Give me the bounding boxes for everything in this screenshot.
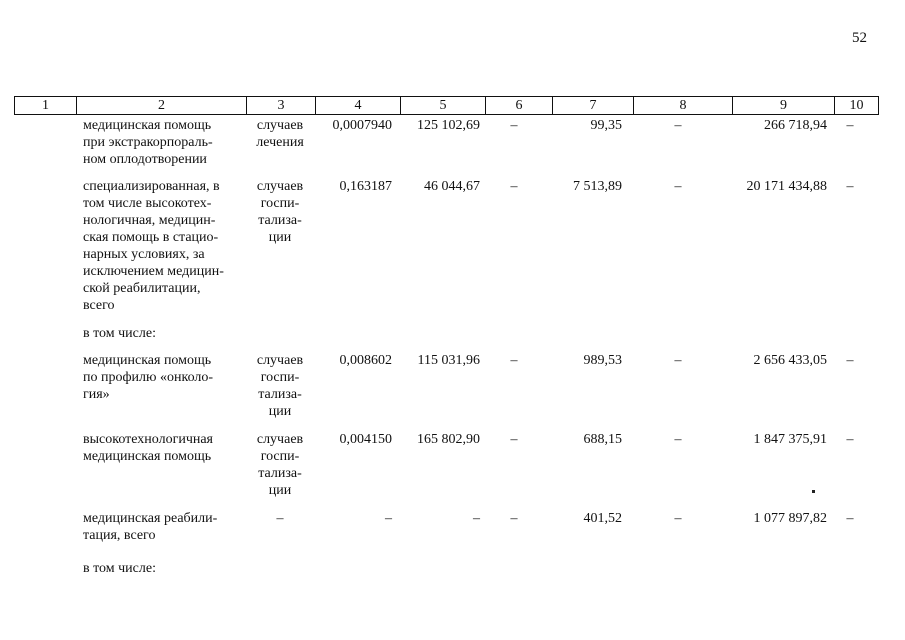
row-col-7: 688,15 bbox=[583, 432, 622, 447]
row-unit-line: случаев bbox=[256, 179, 304, 194]
row-col-8: – bbox=[674, 511, 682, 526]
row-col-7: 401,52 bbox=[583, 511, 622, 526]
row-unit-line: случаев bbox=[256, 432, 304, 447]
header-col-4: 4 bbox=[316, 97, 401, 115]
column-number-header bbox=[14, 96, 879, 115]
row-unit-line: тализа- bbox=[258, 213, 302, 228]
row-unit bbox=[251, 510, 309, 527]
row-col-4: 0,163187 bbox=[339, 179, 392, 194]
row-col-4: 0,008602 bbox=[339, 353, 392, 368]
row-col-7: 7 513,89 bbox=[573, 179, 622, 194]
row-name bbox=[83, 178, 239, 314]
row-unit-line: – bbox=[276, 511, 284, 526]
row-col-9: 266 718,94 bbox=[764, 118, 827, 133]
row-col-10: – bbox=[846, 511, 854, 526]
row-name-line: всего bbox=[83, 298, 115, 313]
row-unit-line: госпи- bbox=[260, 196, 300, 211]
row-col-6: – bbox=[510, 511, 518, 526]
row-col-10: – bbox=[846, 353, 854, 368]
row-col-10: – bbox=[846, 118, 854, 133]
row-unit-line: госпи- bbox=[260, 449, 300, 464]
row-col-8: – bbox=[674, 118, 682, 133]
row-col-7: 99,35 bbox=[590, 118, 622, 133]
stray-dot-mark bbox=[812, 490, 815, 493]
row-name bbox=[83, 352, 239, 403]
row-unit-line: тализа- bbox=[258, 387, 302, 402]
row-col-6: – bbox=[510, 179, 518, 194]
row-unit-line: случаев bbox=[256, 118, 304, 133]
row-name-line: нологичная, медицин- bbox=[83, 213, 216, 228]
row-unit-line: ции bbox=[268, 230, 292, 245]
row-name-line: том числе высокотех- bbox=[83, 196, 212, 211]
row-unit-line: лечения bbox=[256, 135, 304, 150]
row-name-line: медицинская реабили- bbox=[83, 511, 218, 526]
row-name-line: медицинская помощь bbox=[83, 449, 212, 464]
row-name-line: специализированная, в bbox=[83, 179, 220, 194]
row-col-8: – bbox=[674, 179, 682, 194]
row-name-line: исключением медицин- bbox=[83, 264, 224, 279]
row-col-6: – bbox=[510, 353, 518, 368]
row-name bbox=[83, 431, 239, 465]
row-unit-line: тализа- bbox=[258, 466, 302, 481]
row-col-4: – bbox=[385, 511, 392, 526]
row-col-4: 0,0007940 bbox=[332, 118, 392, 133]
header-col-9: 9 bbox=[733, 97, 835, 115]
row-unit-line: госпи- bbox=[260, 370, 300, 385]
row-unit-line: ции bbox=[268, 483, 292, 498]
row-name-line: высокотехнологичная bbox=[83, 432, 213, 447]
row-unit bbox=[251, 431, 309, 499]
row-name-line: ном оплодотворении bbox=[83, 152, 207, 167]
header-col-2: 2 bbox=[77, 97, 247, 115]
row-col-8: – bbox=[674, 432, 682, 447]
row-col-7: 989,53 bbox=[583, 353, 622, 368]
row-col-5: 165 802,90 bbox=[417, 432, 480, 447]
row-col-6: – bbox=[510, 118, 518, 133]
row-col-9: 2 656 433,05 bbox=[753, 353, 827, 368]
row-name-line: ской реабилитации, bbox=[83, 281, 201, 296]
row-col-9: 1 847 375,91 bbox=[753, 432, 827, 447]
header-col-3: 3 bbox=[247, 97, 316, 115]
row-name-line: ская помощь в стацио- bbox=[83, 230, 219, 245]
row-col-10: – bbox=[846, 179, 854, 194]
row-name bbox=[83, 510, 239, 544]
subheading: в том числе: bbox=[83, 326, 156, 341]
row-col-5: 115 031,96 bbox=[417, 353, 480, 368]
header-col-6: 6 bbox=[486, 97, 553, 115]
row-unit bbox=[251, 178, 309, 246]
row-col-9: 20 171 434,88 bbox=[746, 179, 827, 194]
header-col-1: 1 bbox=[15, 97, 77, 115]
header-col-7: 7 bbox=[553, 97, 634, 115]
row-unit bbox=[251, 117, 309, 151]
row-name-line: медицинская помощь bbox=[83, 118, 212, 133]
subheading: в том числе: bbox=[83, 561, 156, 576]
row-unit bbox=[251, 352, 309, 420]
row-col-10: – bbox=[846, 432, 854, 447]
row-name-line: тация, всего bbox=[83, 528, 156, 543]
row-col-5: 125 102,69 bbox=[417, 118, 480, 133]
row-name bbox=[83, 117, 239, 168]
row-name-line: при экстракорпораль- bbox=[83, 135, 213, 150]
page-number: 52 bbox=[852, 30, 867, 46]
row-col-5: 46 044,67 bbox=[424, 179, 480, 194]
row-col-4: 0,004150 bbox=[339, 432, 392, 447]
header-col-5: 5 bbox=[401, 97, 486, 115]
row-unit-line: случаев bbox=[256, 353, 304, 368]
row-col-9: 1 077 897,82 bbox=[753, 511, 827, 526]
row-col-6: – bbox=[510, 432, 518, 447]
row-name-line: медицинская помощь bbox=[83, 353, 212, 368]
header-col-10: 10 bbox=[835, 97, 879, 115]
row-unit-line: ции bbox=[268, 404, 292, 419]
row-name-line: нарных условиях, за bbox=[83, 247, 205, 262]
row-col-5: – bbox=[473, 511, 480, 526]
row-name-line: по профилю «онколо- bbox=[83, 370, 214, 385]
row-name-line: гия» bbox=[83, 387, 110, 402]
header-col-8: 8 bbox=[634, 97, 733, 115]
row-col-8: – bbox=[674, 353, 682, 368]
